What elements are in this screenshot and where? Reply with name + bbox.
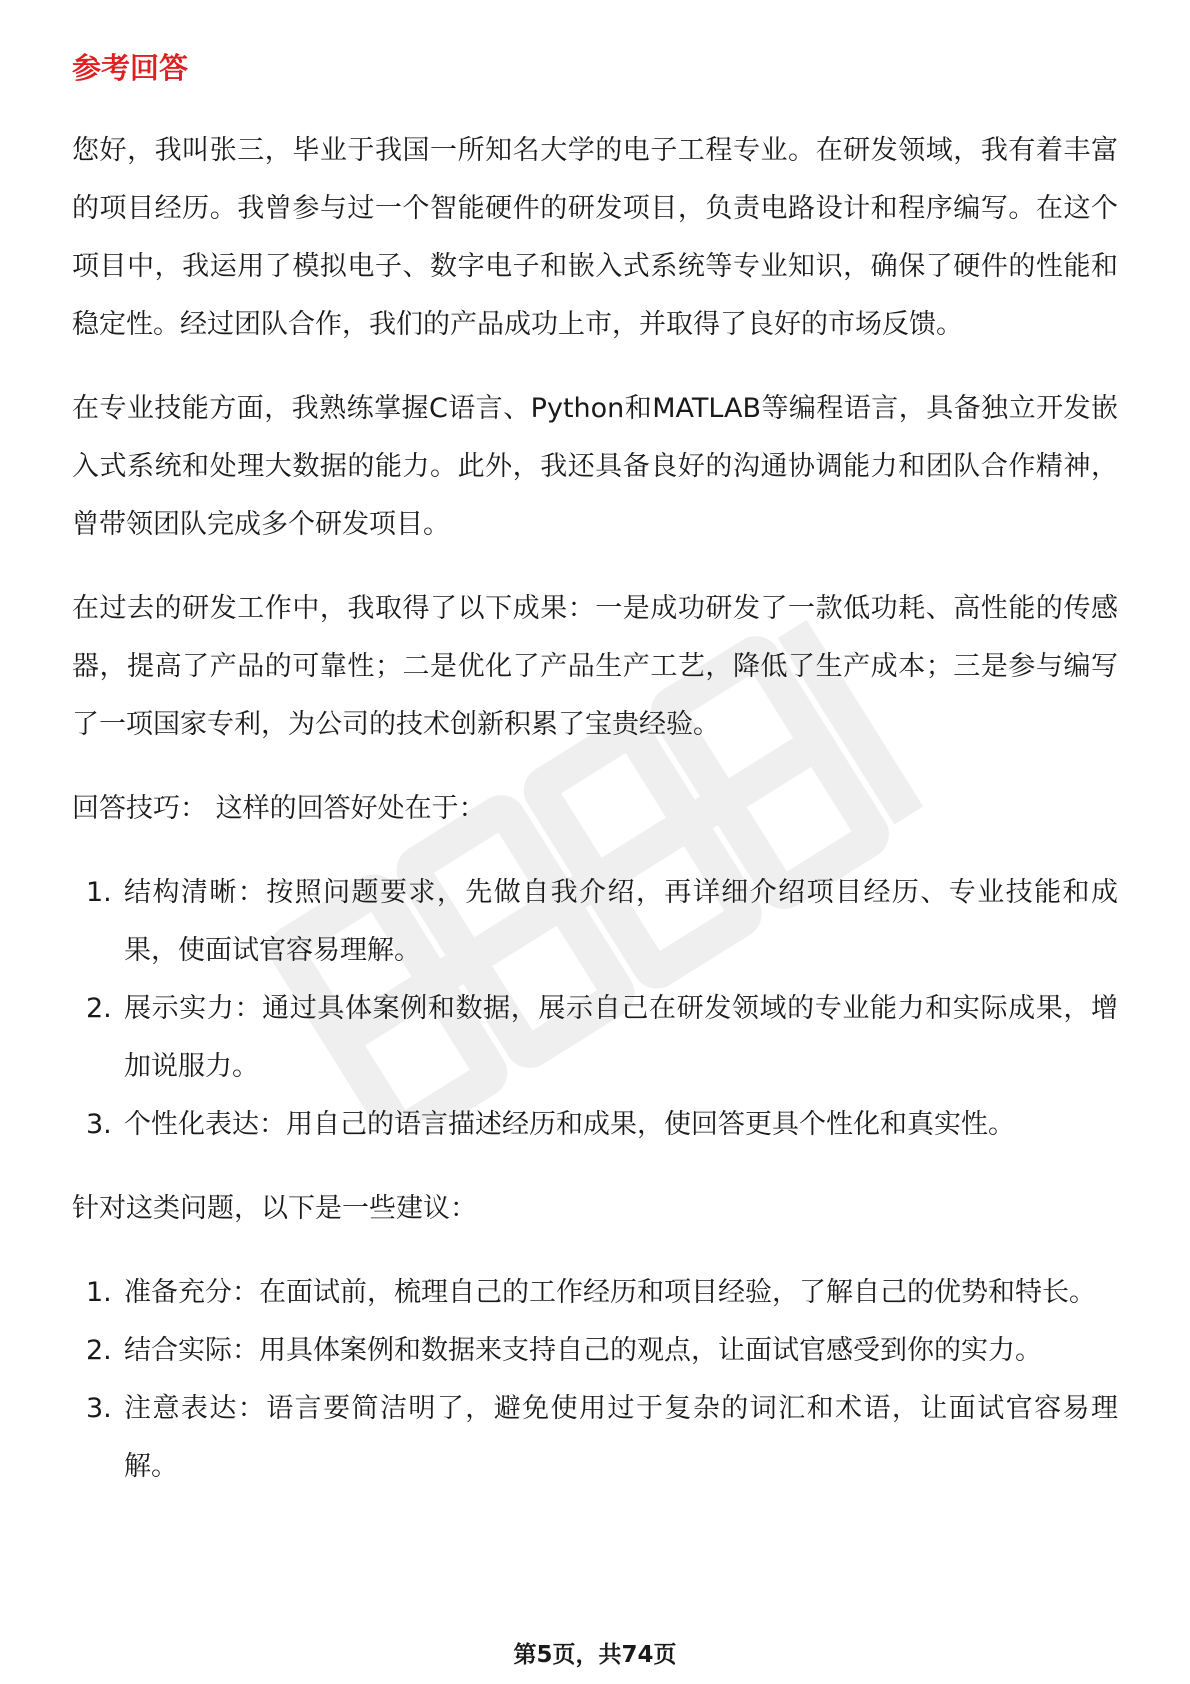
list-item: [72, 1322, 1118, 1380]
list-item: [72, 980, 1118, 1096]
list-item-text: 注意表达：语言要简洁明了，避免使用过于复杂的词汇和术语，让面试官容易理解。: [124, 1393, 1118, 1482]
list-item-text: 展示实力：通过具体案例和数据，展示自己在研发领域的专业能力和实际成果，增加说服力。: [124, 993, 1118, 1082]
answer-paragraph: 在过去的研发工作中，我取得了以下成果：一是成功研发了一款低功耗、高性能的传感器，提高了产品的可靠性；二是优化了产品生产工艺，降低了生产成本；三是参与编写了一项国家专利，为公司的技术创新积累了宝贵经验。: [72, 593, 1118, 740]
list-item-number: 3.: [86, 1393, 112, 1424]
section-heading: 参考回答: [72, 51, 189, 85]
list-item-text: 准备充分：在面试前，梳理自己的工作经历和项目经验，了解自己的优势和特长。: [124, 1277, 1096, 1308]
list-item-text: 结构清晰：按照问题要求，先做自我介绍，再详细介绍项目经历、专业技能和成果，使面试官容易理解。: [124, 877, 1118, 966]
list-item: [72, 1264, 1118, 1322]
advice-label: 针对这类问题，以下是一些建议：: [72, 1193, 477, 1224]
list-item: [72, 1380, 1118, 1496]
page-number-footer: 第5页，共74页: [513, 1642, 677, 1668]
list-item-number: 1.: [86, 877, 112, 908]
tips-label: 回答技巧： 这样的回答好处在于：: [72, 793, 486, 824]
answer-paragraph: 在专业技能方面，我熟练掌握C语言、Python和MATLAB等编程语言，具备独立开发嵌入式系统和处理大数据的能力。此外，我还具备良好的沟通协调能力和团队合作精神，曾带领团队完成多个研发项目。: [72, 393, 1118, 540]
advice-list: [72, 1264, 1118, 1496]
list-item-number: 2.: [86, 1335, 112, 1366]
list-item-number: 3.: [86, 1109, 112, 1140]
list-item: [72, 1096, 1118, 1154]
main-content: [72, 48, 1118, 1522]
list-item-text: 结合实际：用具体案例和数据来支持自己的观点，让面试官感受到你的实力。: [124, 1335, 1042, 1366]
list-item: [72, 864, 1118, 980]
list-item-text: 个性化表达：用自己的语言描述经历和成果，使回答更具个性化和真实性。: [124, 1109, 1015, 1140]
list-item-number: 1.: [86, 1277, 112, 1308]
tips-list: [72, 864, 1118, 1154]
list-item-number: 2.: [86, 993, 112, 1024]
answer-paragraph: 您好，我叫张三，毕业于我国一所知名大学的电子工程专业。在研发领域，我有着丰富的项目经历。我曾参与过一个智能硬件的研发项目，负责电路设计和程序编写。在这个项目中，我运用了模拟电子、数字电子和嵌入式系统等专业知识，确保了硬件的性能和稳定性。经过团队合作，我们的产品成功上市，并取得了良好的市场反馈。: [72, 135, 1118, 340]
